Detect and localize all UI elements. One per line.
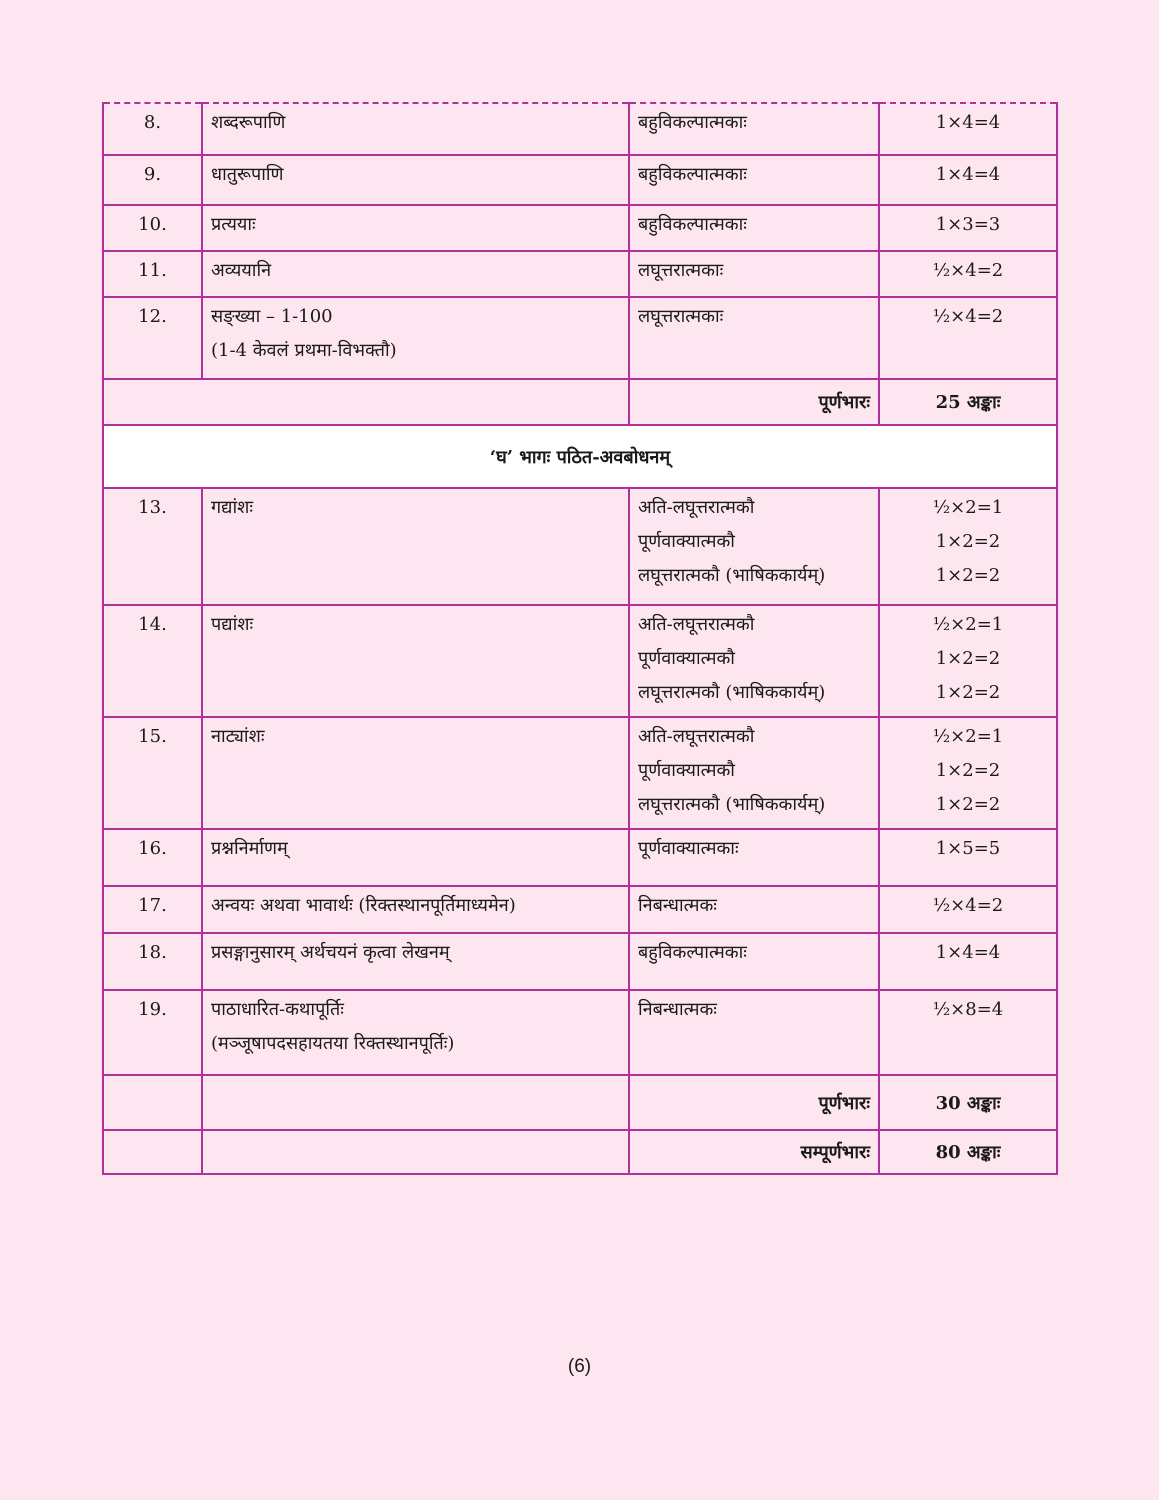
marks-cell: ½×4=2 bbox=[879, 297, 1057, 379]
table-row bbox=[103, 717, 1057, 829]
table-row bbox=[103, 990, 1057, 1075]
section-heading-row bbox=[103, 425, 1057, 488]
topic-cell: अन्वयः अथवा भावार्थः (रिक्तस्थानपूर्तिमाध्यमेन) bbox=[202, 886, 629, 933]
question-type-cell: अति-लघूत्तरात्मकौ पूर्णवाक्यात्मकौ लघूत्तरात्मकौ (भाषिककार्यम्) bbox=[629, 717, 879, 829]
topic-cell: प्रश्ननिर्माणम् bbox=[202, 829, 629, 886]
table-row bbox=[103, 251, 1057, 297]
marks-cell: 1×3=3 bbox=[879, 205, 1057, 251]
row-number: 19. bbox=[103, 990, 202, 1075]
grand-total-row bbox=[103, 1130, 1057, 1174]
question-type-cell: निबन्धात्मकः bbox=[629, 886, 879, 933]
row-number: 8. bbox=[103, 103, 202, 155]
marks-cell: ½×2=1 1×2=2 1×2=2 bbox=[879, 488, 1057, 605]
grand-total-label: सम्पूर्णभारः bbox=[629, 1130, 879, 1174]
table-row bbox=[103, 933, 1057, 990]
topic-cell: गद्यांशः bbox=[202, 488, 629, 605]
table-row bbox=[103, 488, 1057, 605]
empty-cell bbox=[202, 1075, 629, 1130]
grand-total-value: 80 अङ्काः bbox=[879, 1130, 1057, 1174]
topic-cell: पाठाधारित-कथापूर्तिः (मञ्जूषापदसहायतया रिक्तस्थानपूर्तिः) bbox=[202, 990, 629, 1075]
total-row bbox=[103, 379, 1057, 425]
topic-cell: सङ्ख्या – 1-100 (1-4 केवलं प्रथमा-विभक्तौ) bbox=[202, 297, 629, 379]
row-number: 12. bbox=[103, 297, 202, 379]
topic-cell: धातुरूपाणि bbox=[202, 155, 629, 205]
empty-cell bbox=[202, 1130, 629, 1174]
table-row bbox=[103, 205, 1057, 251]
empty-cell bbox=[103, 379, 629, 425]
table-row bbox=[103, 155, 1057, 205]
marks-cell: ½×2=1 1×2=2 1×2=2 bbox=[879, 717, 1057, 829]
total-value: 30 अङ्काः bbox=[879, 1075, 1057, 1130]
empty-cell bbox=[103, 1075, 202, 1130]
row-number: 17. bbox=[103, 886, 202, 933]
question-type-cell: बहुविकल्पात्मकाः bbox=[629, 103, 879, 155]
topic-cell: नाट्यांशः bbox=[202, 717, 629, 829]
topic-cell: अव्ययानि bbox=[202, 251, 629, 297]
table-row bbox=[103, 886, 1057, 933]
question-type-cell: अति-लघूत्तरात्मकौ पूर्णवाक्यात्मकौ लघूत्तरात्मकौ (भाषिककार्यम्) bbox=[629, 605, 879, 717]
row-number: 13. bbox=[103, 488, 202, 605]
marks-cell: 1×5=5 bbox=[879, 829, 1057, 886]
question-type-cell: बहुविकल्पात्मकाः bbox=[629, 933, 879, 990]
row-number: 18. bbox=[103, 933, 202, 990]
total-label: पूर्णभारः bbox=[629, 379, 879, 425]
question-type-cell: बहुविकल्पात्मकाः bbox=[629, 155, 879, 205]
marks-cell: 1×4=4 bbox=[879, 155, 1057, 205]
topic-cell: प्रसङ्गानुसारम् अर्थचयनं कृत्वा लेखनम् bbox=[202, 933, 629, 990]
empty-cell bbox=[103, 1130, 202, 1174]
question-type-cell: लघूत्तरात्मकाः bbox=[629, 251, 879, 297]
row-number: 11. bbox=[103, 251, 202, 297]
topic-cell: प्रत्ययाः bbox=[202, 205, 629, 251]
table-row bbox=[103, 829, 1057, 886]
marks-cell: ½×8=4 bbox=[879, 990, 1057, 1075]
question-type-cell: निबन्धात्मकः bbox=[629, 990, 879, 1075]
row-number: 10. bbox=[103, 205, 202, 251]
question-type-cell: पूर्णवाक्यात्मकाः bbox=[629, 829, 879, 886]
marks-cell: ½×4=2 bbox=[879, 251, 1057, 297]
total-value: 25 अङ्काः bbox=[879, 379, 1057, 425]
total-row bbox=[103, 1075, 1057, 1130]
table-row bbox=[103, 297, 1057, 379]
row-number: 15. bbox=[103, 717, 202, 829]
row-number: 9. bbox=[103, 155, 202, 205]
topic-cell: शब्दरूपाणि bbox=[202, 103, 629, 155]
topic-cell: पद्यांशः bbox=[202, 605, 629, 717]
table-row bbox=[103, 103, 1057, 155]
marks-cell: ½×2=1 1×2=2 1×2=2 bbox=[879, 605, 1057, 717]
page-number: (6) bbox=[567, 1356, 592, 1377]
marks-cell: ½×4=2 bbox=[879, 886, 1057, 933]
row-number: 14. bbox=[103, 605, 202, 717]
row-number: 16. bbox=[103, 829, 202, 886]
section-title: ‘घ’ भागः पठित-अवबोधनम् bbox=[103, 425, 1057, 488]
marks-distribution-table bbox=[102, 102, 1058, 1175]
question-type-cell: लघूत्तरात्मकाः bbox=[629, 297, 879, 379]
question-type-cell: बहुविकल्पात्मकाः bbox=[629, 205, 879, 251]
question-type-cell: अति-लघूत्तरात्मकौ पूर्णवाक्यात्मकौ लघूत्तरात्मकौ (भाषिककार्यम्) bbox=[629, 488, 879, 605]
marks-cell: 1×4=4 bbox=[879, 933, 1057, 990]
total-label: पूर्णभारः bbox=[629, 1075, 879, 1130]
marks-cell: 1×4=4 bbox=[879, 103, 1057, 155]
table-row bbox=[103, 605, 1057, 717]
